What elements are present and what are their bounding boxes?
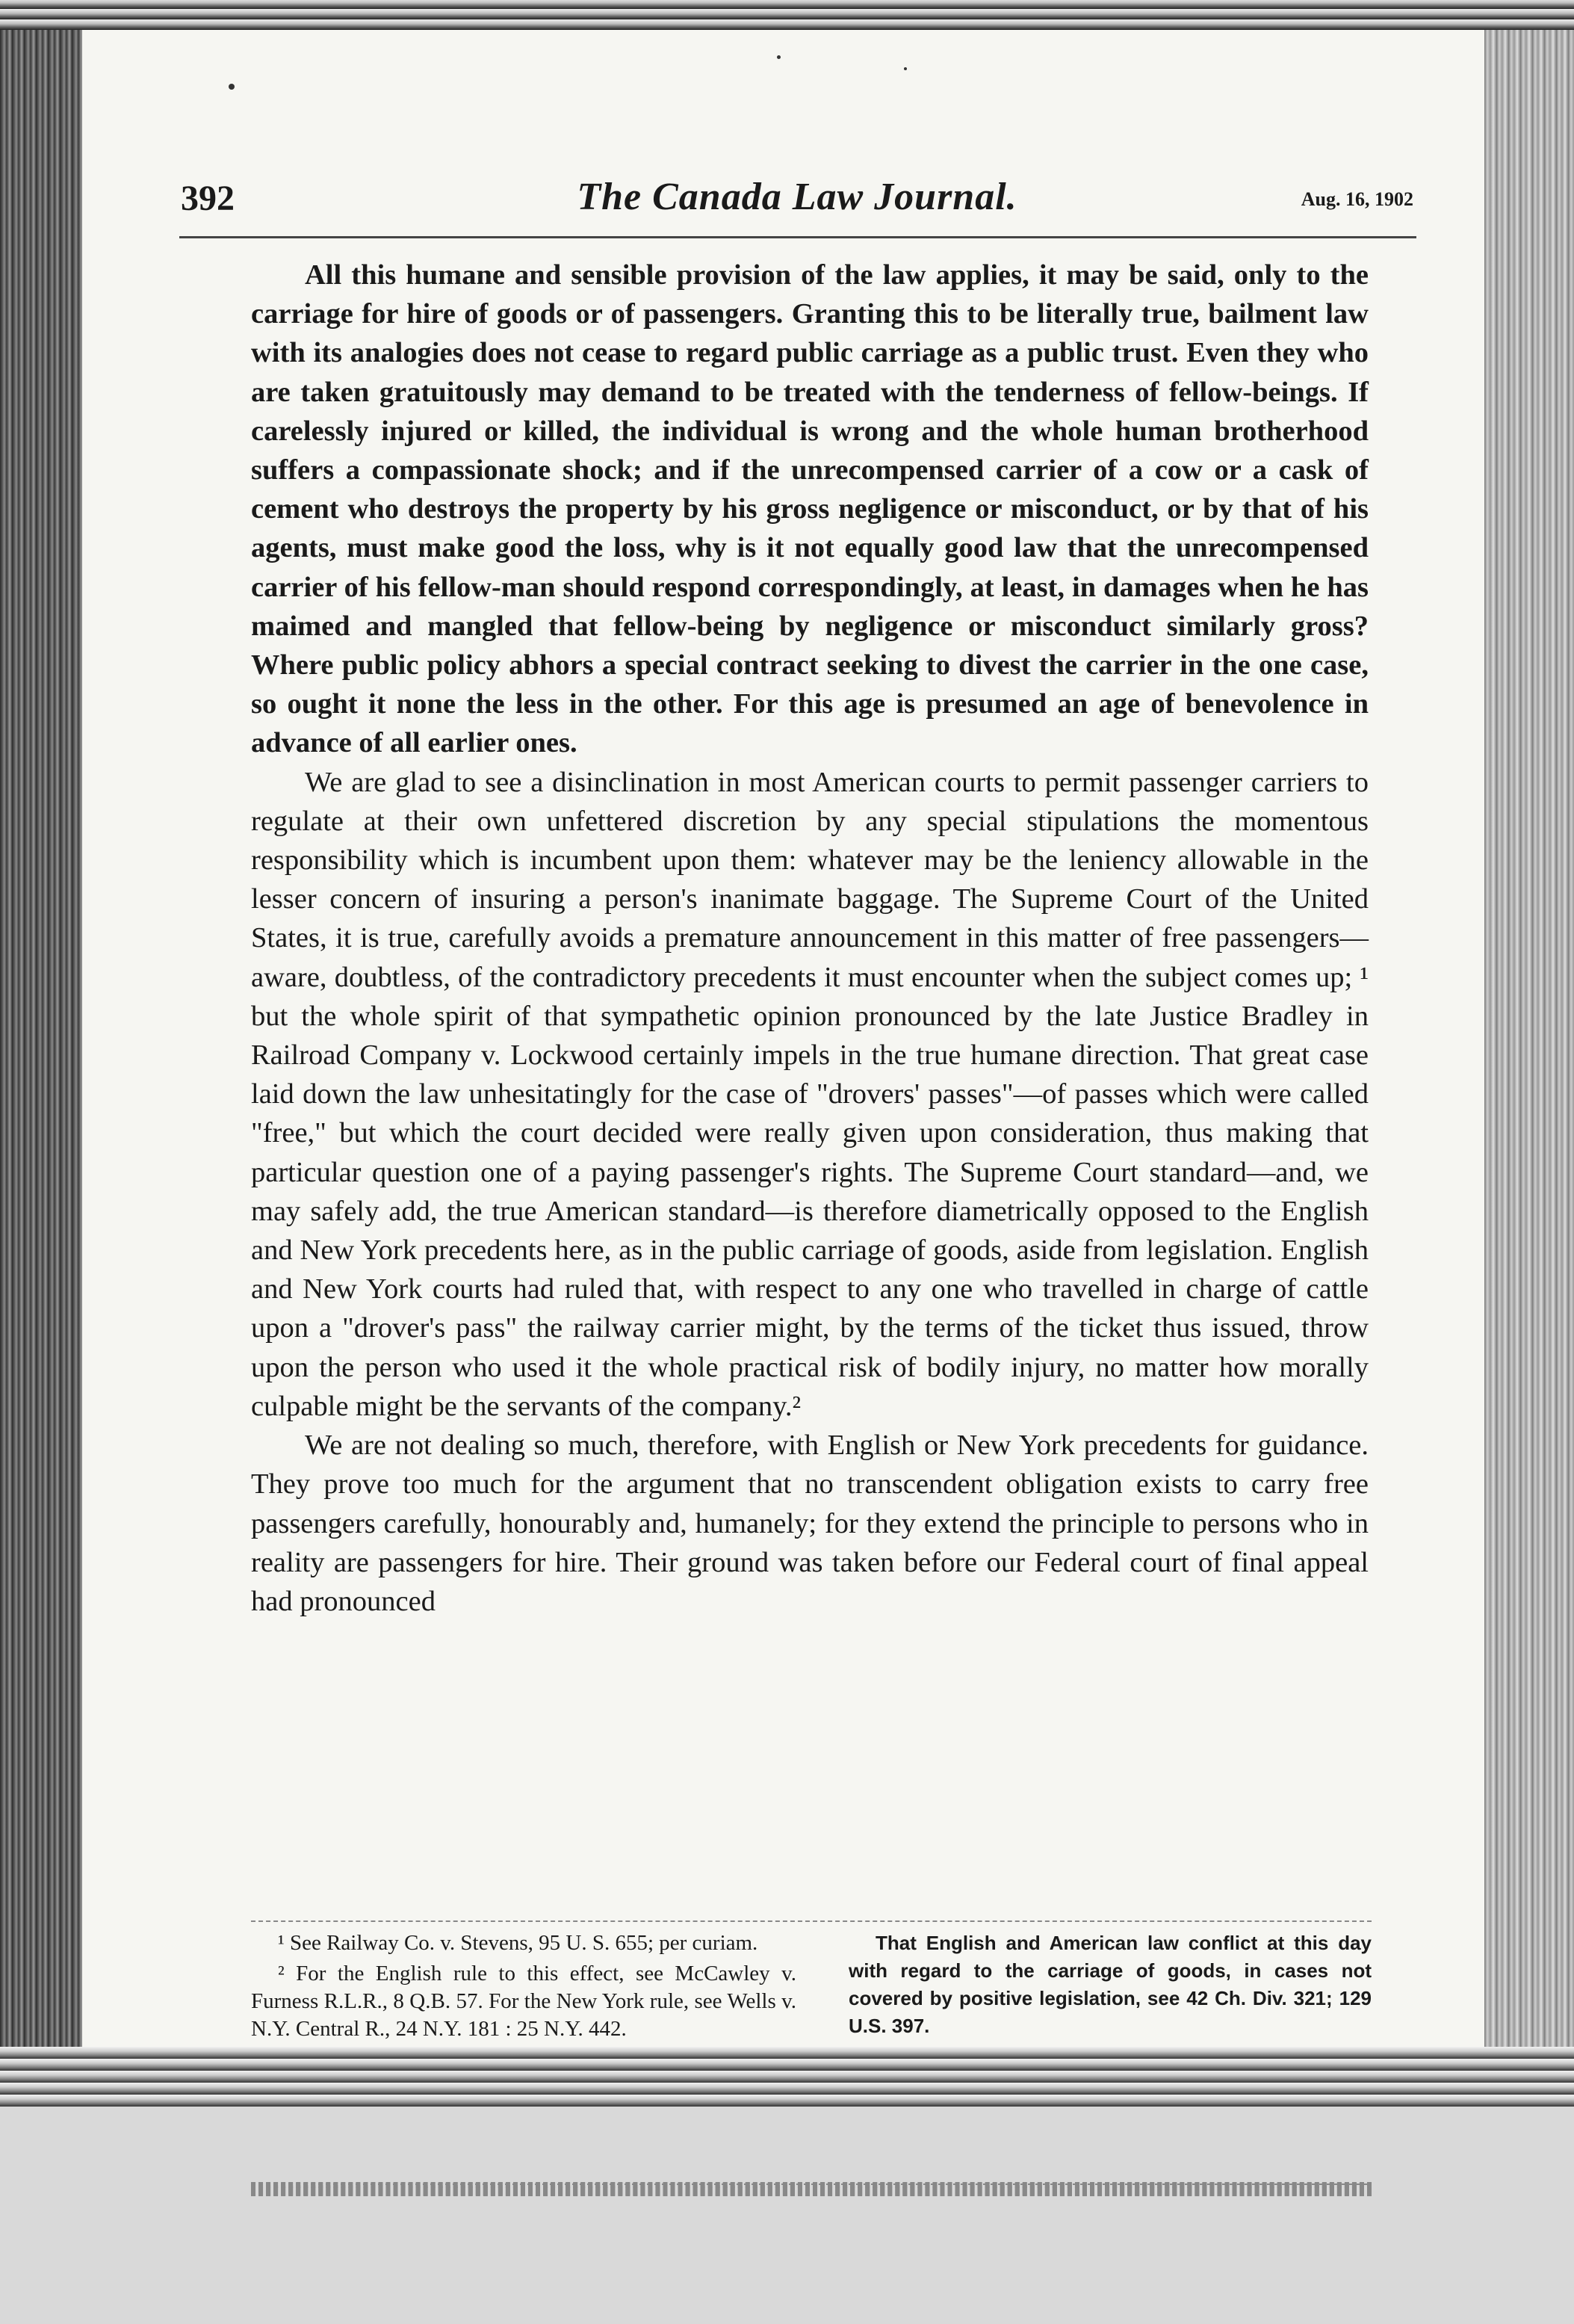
journal-title: The Canada Law Journal.	[577, 176, 1017, 218]
scan-border-right	[1484, 0, 1574, 2107]
footnote-2: ² For the English rule to this effect, see McCawley v. Furness R.L.R., 8 Q.B. 57. For the New York rule, see Wells v. N.Y. Central R., 24 N.Y. 181 : 25 N.Y. 442.	[251, 1962, 796, 2041]
header-date: Aug. 16, 1902	[1301, 188, 1413, 210]
footnote-rule-2	[251, 2184, 1372, 2186]
footnotes-left-column	[251, 1929, 796, 2043]
footnotes-real-area	[251, 1929, 1372, 2079]
footnote-columns	[251, 2189, 1372, 2324]
paragraph: We are not dealing so much, therefore, with English or New York precedents for guidance. They prove too much for the argument that no transcendent obligation exists to carry free passengers carefully, honourably and, humanely; for they extend the principle to persons who in reality are passengers for hire. Their ground was taken before our Federal court of final appeal had pronounced	[251, 1430, 1369, 1617]
footnote-2-continued: That English and American law conflict at this day with regard to the carriage of goods, in cases not covered by positive legislation, see 42 Ch. Div. 321; 129 U.S. 397.	[849, 1932, 1372, 2037]
body-text	[251, 256, 1369, 1621]
scan-speck	[229, 84, 235, 90]
footnote-1: ¹ See Railway Co. v. Stevens, 95 U. S. 655; per curiam.	[278, 1931, 758, 1955]
paragraph: We are glad to see a disinclination in most American courts to permit passenger carriers to regulate at their own unfettered discretion by any special stipulations the momentous responsibility which is incumbent upon them: whatever may be the leniency allowable in the lesser concern of insuring a person's inanimate baggage. The Supreme Court of the United States, it is true, carefully avoids a premature announcement in this matter of free passengers—aware, doubtless, of the contradictory precedents it must encounter when the subject comes up; ¹ but the whole spirit of that sympathetic opinion pronounced by the late Justice Bradley in Railroad Company v. Lockwood certainly impels in the true humane direction. That great case laid down the law unhesitatingly for the case of "drovers' passes"—of passes which were called "free," but which the court decided were really given upon consideration, thus making that particular question one of a paying passenger's rights. The Supreme Court standard—and, we may safely add, the true American standard—is therefore diametrically opposed to the English and New York precedents here, as in the public carriage of goods, aside from legislation. English and New York courts had ruled that, with respect to any one who travelled in charge of cattle upon a "drover's pass" the railway carrier might, by the terms of the ticket thus issued, throw upon the person who used it the whole practical risk of bodily injury, no matter how morally culpable might be the servants of the company.²	[251, 766, 1369, 1422]
page-header	[181, 178, 1413, 230]
footnote-rule-real	[251, 1920, 1372, 1922]
scan-speck	[777, 55, 781, 59]
scan-speck	[904, 67, 907, 70]
scan-border-top	[0, 0, 1574, 30]
page-number: 392	[181, 179, 235, 218]
paragraph: All this humane and sensible provision of the law applies, it may be said, only to the carriage for hire of goods or of passengers. Granting this to be literally true, bailment law with its analogies does not cease to regard public carriage as a public trust. Even they who are taken gratuitously may demand to be treated with the tenderness of fellow-beings. If carelessly injured or killed, the individual is wrong and the whole human brotherhood suffers a compassionate shock; and if the unrecompensed carrier of a cow or a cask of cement who destroys the property by his gross negligence or misconduct, or by that of his agents, must make good the loss, why is it not equally good law that the unrecompensed carrier of his fellow-man should respond correspondingly, at least, in damages when he has maimed and mangled that fellow-being by negligence or misconduct similarly gross? Where public policy abhors a special contract seeking to divest the carrier in the one case, so ought it none the less in the other. For this age is presumed an age of benevolence in advance of all earlier ones.	[251, 259, 1369, 759]
header-rule	[179, 236, 1416, 238]
footnote-rule-list	[251, 2195, 1372, 2196]
scan-border-left	[0, 0, 82, 2107]
footnotes-right-column	[849, 1929, 1372, 2040]
